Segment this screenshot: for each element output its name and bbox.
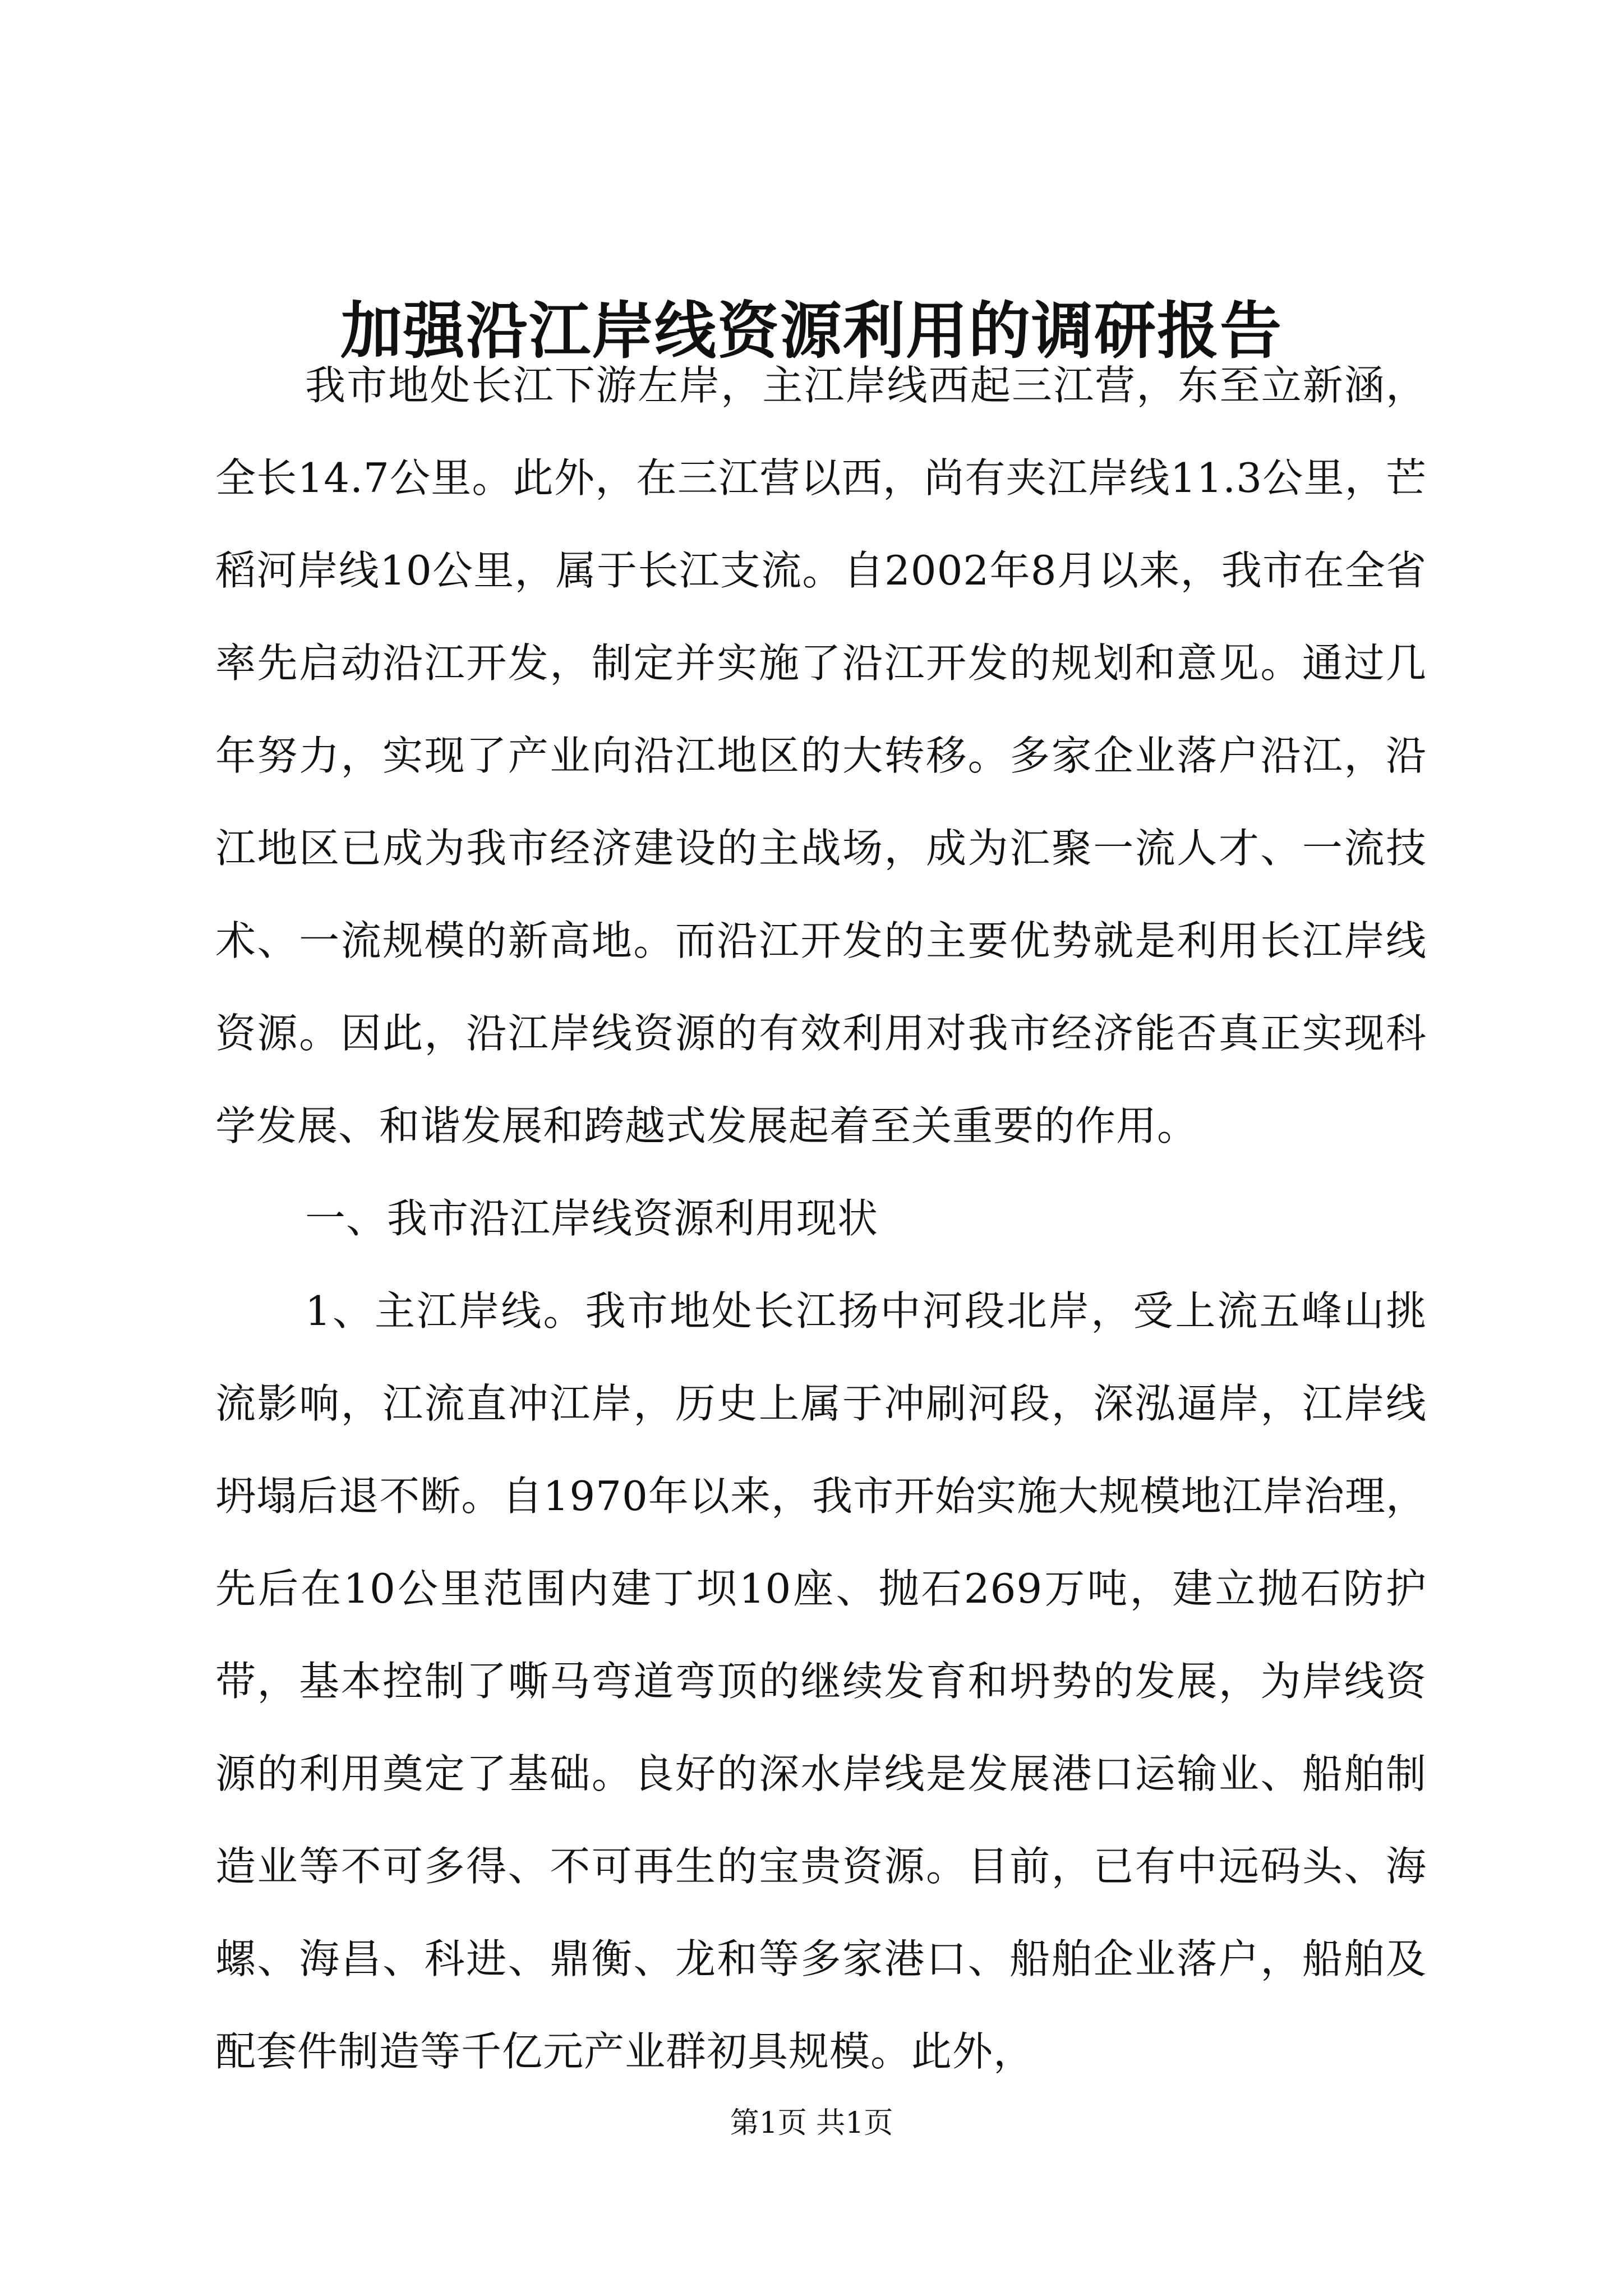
page-footer: 第1页 共1页 bbox=[730, 2106, 893, 2140]
section-heading: 一、我市沿江岸线资源利用现状 bbox=[305, 1195, 879, 1242]
document-body bbox=[215, 339, 1427, 2098]
section-paragraph: 1、主江岸线。我市地处长江扬中河段北岸，受上流五峰山挑流影响，江流直冲江岸，历史上属于冲刷河段，深泓逼岸，江岸线坍塌后退不断。自1970年以来，我市开始实施大规模地江岸治理，先后在10公里范围内建丁坝10座、抛石269万吨，建立抛石防护带，基本控制了嘶马弯道弯顶的继续发育和坍势的发展，为岸线资源的利用奠定了基础。良好的深水岸线是发展港口运输业、船舶制造业等不可多得、不可再生的宝贵资源。目前，已有中远码头、海螺、海昌、科进、鼎衡、龙和等多家港口、船舶企业落户，船舶及配套件制造等千亿元产业群初具规模。此外， bbox=[215, 1287, 1427, 2075]
intro-paragraph: 我市地处长江下游左岸，主江岸线西起三江营，东至立新涵，全长14.7公里。此外，在三江营以西，尚有夹江岸线11.3公里，芒稻河岸线10公里，属于长江支流。自2002年8月以来，我市在全省率先启动沿江开发，制定并实施了沿江开发的规划和意见。通过几年努力，实现了产业向沿江地区的大转移。多家企业落户沿江，沿江地区已成为我市经济建设的主战场，成为汇聚一流人才、一流技术、一流规模的新高地。而沿江开发的主要优势就是利用长江岸线资源。因此，沿江岸线资源的有效利用对我市经济能否真正实现科学发展、和谐发展和跨越式发展起着至关重要的作用。 bbox=[215, 362, 1427, 1149]
document-title: 加强沿江岸线资源利用的调研报告 bbox=[340, 295, 1283, 367]
